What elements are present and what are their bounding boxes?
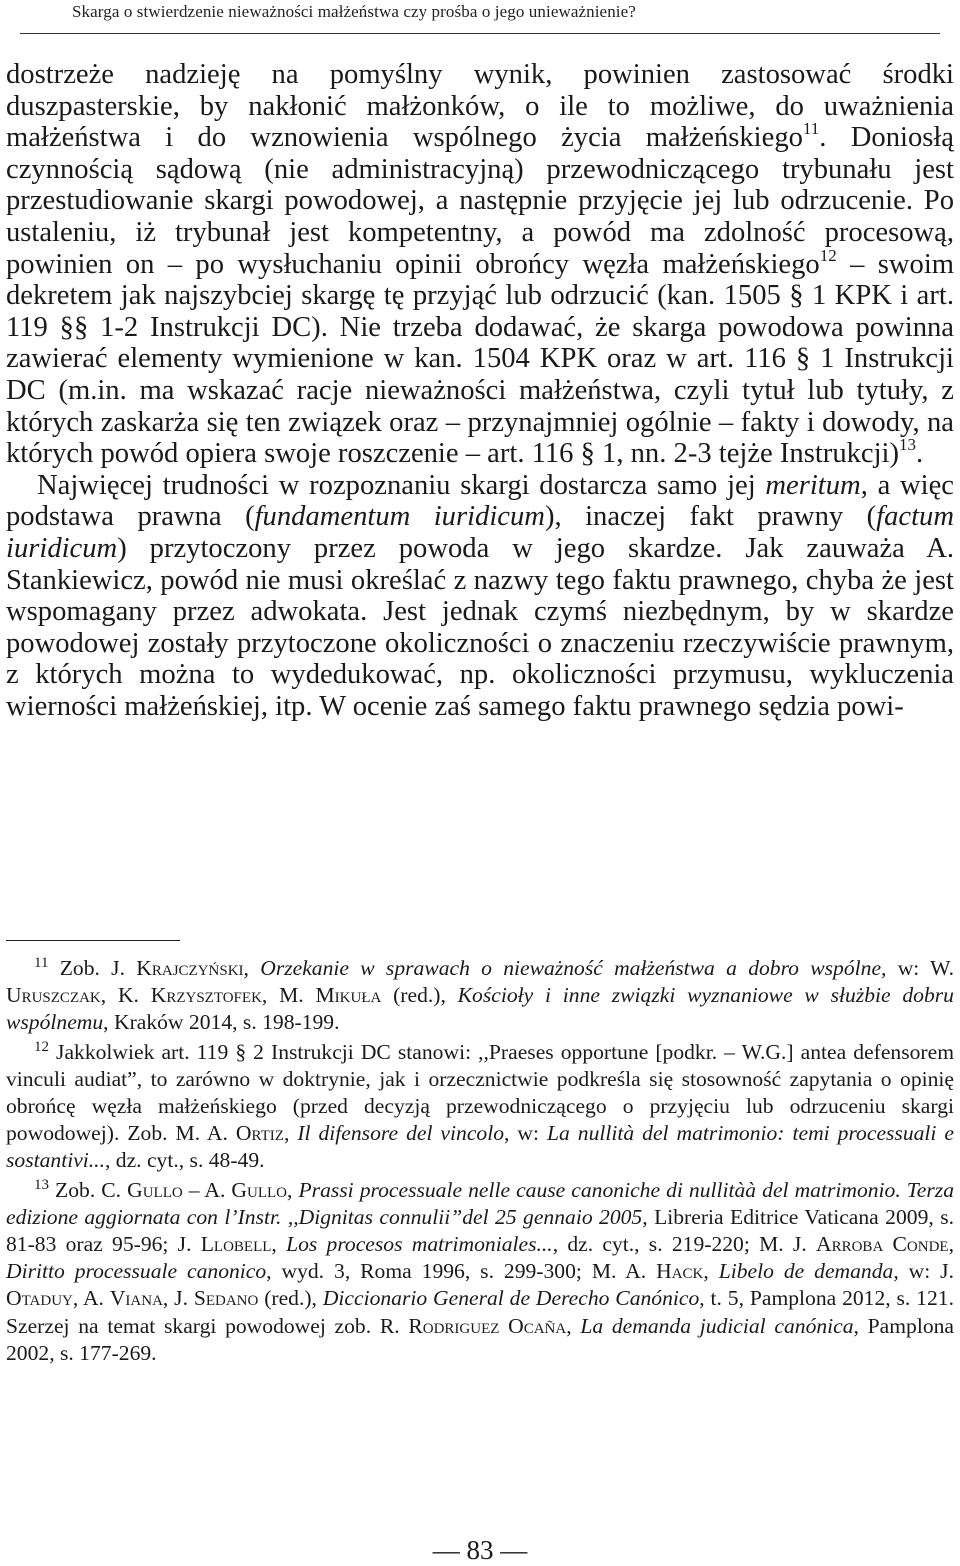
footnotes: [6, 955, 954, 1367]
page-number: — 83 —: [432, 1535, 528, 1565]
fn12-text: ,: [283, 1121, 298, 1146]
fn13-author: Sedano: [193, 1286, 259, 1311]
fn13-text: ,: [566, 1313, 581, 1338]
fn13-text: , A.: [72, 1286, 110, 1311]
fn13-title: Los procesos matrimoniales...: [286, 1232, 553, 1257]
footnote-ref-13: 13: [899, 435, 917, 455]
main-text: [6, 59, 954, 722]
fn11-text: Zob. J.: [48, 956, 137, 980]
fn13-text: ,: [948, 1232, 954, 1257]
p2-term-fundamentum: fundamentum iuridicum: [254, 501, 545, 533]
p1-text-b: . Doniosłą czynnością sądową (nie administracyjną) przewodniczącego trybunału jest przestudiowanie skargi powodowej, a następnie przyjęcie jej lub odrzucenie. Po ustaleniu, iż trybunał jest kompetentny, a powód ma zdolność procesową, powinien on – po wysłuchaniu opinii obrońcy węzła małżeńskiego: [6, 122, 954, 280]
fn13-text: (red.),: [258, 1286, 323, 1311]
fn13-author: Arroba Conde: [816, 1232, 949, 1257]
fn11-text: , M.: [261, 983, 316, 1008]
paragraph-1: [6, 59, 954, 470]
fn13-text: w: J.: [898, 1259, 954, 1284]
fn13-text: wyd. 3, Roma 1996, s. 299-300; M. A.: [271, 1259, 657, 1284]
fn13-author: Llobell: [200, 1232, 272, 1257]
footnote-number-13: 13: [34, 1176, 49, 1193]
running-header: [0, 0, 960, 40]
fn12-text: Jakkolwiek art. 119 § 2 Instrukcji DC stanowi: ,,Praeses opportune [podkr. – W.G.] antea defensorem vinculi audiat”, to zarówno w doktrynie, jak i orzecznictwie podkreśla się stosowność zapytania o opinię obrońcę węzła małżeńskiego (przed decyzją przewodniczącego o przyjęciu lub odrzuceniu skargi powodowej). Zob. M. A.: [6, 1039, 954, 1146]
fn13-author: Hack: [656, 1259, 704, 1284]
p2-text-c: ), inaczej fakt prawny (: [544, 501, 877, 533]
fn13-text: – A.: [182, 1177, 232, 1202]
fn13-title: Diccionario General de Derecho Canónico: [322, 1286, 700, 1311]
paragraph-2: [6, 470, 954, 723]
fn12-author: Ortiz: [235, 1121, 284, 1146]
fn11-text: w: W.: [886, 956, 954, 980]
header-rule: [20, 33, 940, 34]
p1-text-a: dostrzeże nadzieję na pomyślny wynik, powinien zastosować środki duszpasterskie, by nakłonić małżonków, o ile to możliwe, do uważnienia małżeństwa i do wznowienia wspólnego życia małżeńskiego: [6, 59, 954, 154]
fn12-text: , w:: [504, 1121, 547, 1146]
fn13-title: Libelo de demanda,: [718, 1259, 899, 1284]
fn13-text: , J.: [162, 1286, 194, 1311]
fn13-text: ,: [287, 1177, 299, 1202]
fn11-author: Krajczyński: [136, 956, 244, 980]
fn13-title: La demanda judicial canónica,: [580, 1313, 859, 1338]
fn11-text: , K.: [100, 983, 151, 1008]
fn13-text: , dz. cyt., s. 219-220; M. J.: [552, 1232, 816, 1257]
p1-text-end: .: [916, 438, 924, 470]
footnote-12: [6, 1039, 954, 1175]
footnote-ref-12: 12: [819, 245, 837, 265]
footnote-separator: [6, 940, 180, 941]
p2-term-meritum: meritum: [765, 469, 861, 501]
fn12-title: La nullità del matrimonio: temi processuali e sostantivi...: [6, 1121, 955, 1173]
fn13-text: Libreria Editrice Vaticana 2009, s. 81-83 oraz 95-96; J.: [6, 1204, 954, 1257]
fn12-text: , dz. cyt., s. 48-49.: [104, 1148, 265, 1173]
fn11-text: , Kraków 2014, s. 198-199.: [103, 1010, 340, 1035]
fn13-title: Prassi processuale nelle cause canoniche di nullitàà del matrimonio. Terza edizione aggiornata con l’Instr. ,,Dignitas connulii”del 25 gennaio 2005,: [6, 1177, 954, 1229]
fn13-text: ,: [703, 1259, 719, 1284]
fn11-title: Orzekanie w sprawach o nieważność małżeństwa a dobro wspólne,: [260, 956, 887, 980]
p1-text-c: – swoim dekretem jak najszybciej skargę tę przyjąć lub odrzucić (kan. 1505 § 1 KPK i art. 119 §§ 1-2 Instrukcji DC). Nie trzeba dodawać, że skarga powodowa powinna zawierać elementy wymienione w kan. 1504 KPK oraz w art. 116 § 1 Instrukcji DC (m.in. ma wskazać racje nieważności małżeństwa, czyli tytuł lub tytuły, z których zaskarża się ten związek oraz – przynajmniej ogólnie – fakty i dowody, na których powód opiera swoje roszczenie – art. 116 § 1, nn. 2-3 tejże Instrukcji): [6, 248, 955, 470]
p2-text-d: ) przytoczony przez powoda w jego skardze. Jak zauważa A. Stankiewicz, powód nie musi określać z nazwy tego faktu prawnego, chyba że jest wspomagany przez adwokata. Jest jednak czymś niezbędnym, by w skardze powodowej zostały przytoczone okoliczności o znaczeniu rzeczywiście prawnym, z których można to wydedukować, np. okoliczności przymusu, wykluczenia wierności małżeńskiej, itp. W ocenie zaś samego faktu prawnego sędzia powi-: [6, 532, 954, 722]
footnote-ref-11: 11: [802, 119, 820, 139]
fn11-title: Kościoły i inne związki wyznaniowe w służbie dobru wspólnemu: [6, 983, 954, 1035]
fn13-author: Otaduy: [6, 1286, 73, 1311]
fn13-author: Viana: [109, 1286, 163, 1311]
p2-text-a: Najwięcej trudności w rozpoznaniu skargi dostarcza samo jej: [37, 469, 766, 501]
running-header-title: Skarga o stwierdzenie nieważności małżeństwa czy prośba o jego unieważnienie?: [72, 2, 636, 21]
fn13-title: Diritto processuale canonico,: [6, 1259, 272, 1284]
fn13-text: ,: [271, 1232, 287, 1257]
fn11-author: Krzysztofek: [150, 983, 262, 1008]
fn11-author: Mikuła: [315, 983, 382, 1008]
footnote-11: [6, 955, 954, 1037]
p2-text-b: , a więc podstawa prawna (: [6, 469, 954, 533]
fn13-text: , t. 5, Pamplona 2012, s. 121. Szerzej na temat skargi powodowej zob. R.: [6, 1286, 954, 1338]
footnote-13: [6, 1177, 954, 1367]
fn11-author: Uruszczak: [6, 983, 101, 1008]
fn11-text: ,: [243, 956, 261, 980]
fn13-text: Zob. C.: [49, 1177, 128, 1202]
fn13-text: Pamplona 2002, s. 177-269.: [6, 1313, 955, 1365]
footnote-number-12: 12: [34, 1038, 49, 1055]
fn13-author: Gullo: [231, 1177, 288, 1202]
fn12-title: Il difensore del vincolo: [297, 1121, 504, 1146]
footnote-number-11: 11: [34, 955, 49, 971]
fn11-text: (red.),: [381, 983, 458, 1008]
p2-term-factum: factum iuridicum: [6, 501, 954, 564]
fn13-author: Rodriguez Ocaña: [408, 1313, 567, 1338]
fn13-author: Gullo: [127, 1177, 183, 1202]
